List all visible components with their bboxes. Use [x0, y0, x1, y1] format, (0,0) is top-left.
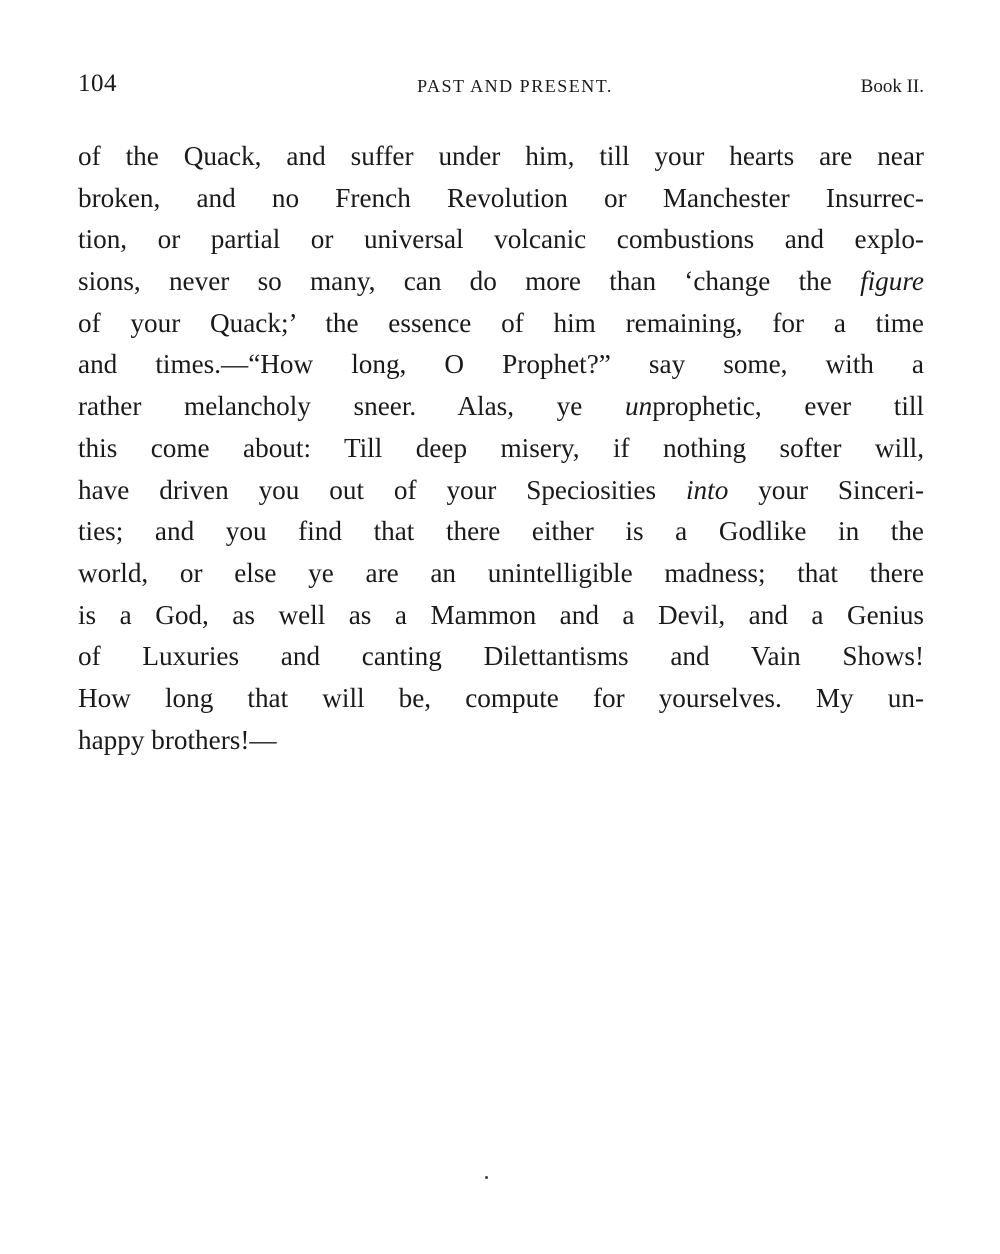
running-header [78, 70, 924, 104]
text-line [78, 261, 924, 303]
text-line [78, 511, 924, 553]
line-text: this come about: Till deep misery, if nothing softer will, [78, 432, 924, 463]
italic-text: into [686, 474, 729, 505]
line-text: tion, or partial or universal volcanic combustions and explo- [78, 224, 924, 255]
page-number: 104 [78, 70, 117, 97]
text-line [78, 344, 924, 386]
line-text: world, or else ye are an unintelligible madness; that there [78, 557, 924, 588]
line-text: have driven you out of your Speciosities [78, 474, 686, 505]
line-text: of your Quack;’ the essence of him remaining, for a time [78, 307, 924, 338]
text-line [78, 636, 924, 678]
book-label: Book II. [860, 76, 924, 97]
body-text [78, 136, 924, 761]
text-line [78, 595, 924, 637]
text-line [78, 428, 924, 470]
running-title: PAST AND PRESENT. [417, 76, 613, 96]
line-text: and times.—“How long, O Prophet?” say some, with a [78, 349, 924, 380]
line-text: of the Quack, and suffer under him, till your hearts are near [78, 141, 924, 171]
line-text: your Sinceri- [728, 474, 924, 505]
line-text: prophetic, ever till [652, 391, 924, 422]
line-text: broken, and no French Revolution or Manchester Insurrec- [78, 182, 924, 213]
text-line [78, 678, 924, 720]
line-text: is a God, as well as a Mammon and a Devil, and a Genius [78, 599, 924, 630]
italic-text: figure [860, 266, 924, 297]
line-text: rather melancholy sneer. Alas, ye [78, 391, 626, 422]
line-text: of Luxuries and canting Dilettantisms and Vain Shows! [78, 641, 924, 672]
text-line [78, 178, 924, 220]
text-line [78, 553, 924, 595]
printer-mark [485, 1176, 488, 1179]
line-text: How long that will be, compute for yourselves. My un- [78, 682, 924, 713]
line-text: sions, never so many, can do more than ‘change the [78, 266, 861, 297]
text-line [78, 219, 924, 261]
line-text: ties; and you find that there either is a Godlike in the [78, 516, 924, 547]
italic-text: un [625, 391, 653, 422]
text-line [78, 720, 924, 762]
text-line [78, 136, 924, 178]
line-text: happy brothers!— [78, 724, 277, 755]
text-line [78, 303, 924, 345]
text-line [78, 470, 924, 512]
text-line [78, 386, 924, 428]
